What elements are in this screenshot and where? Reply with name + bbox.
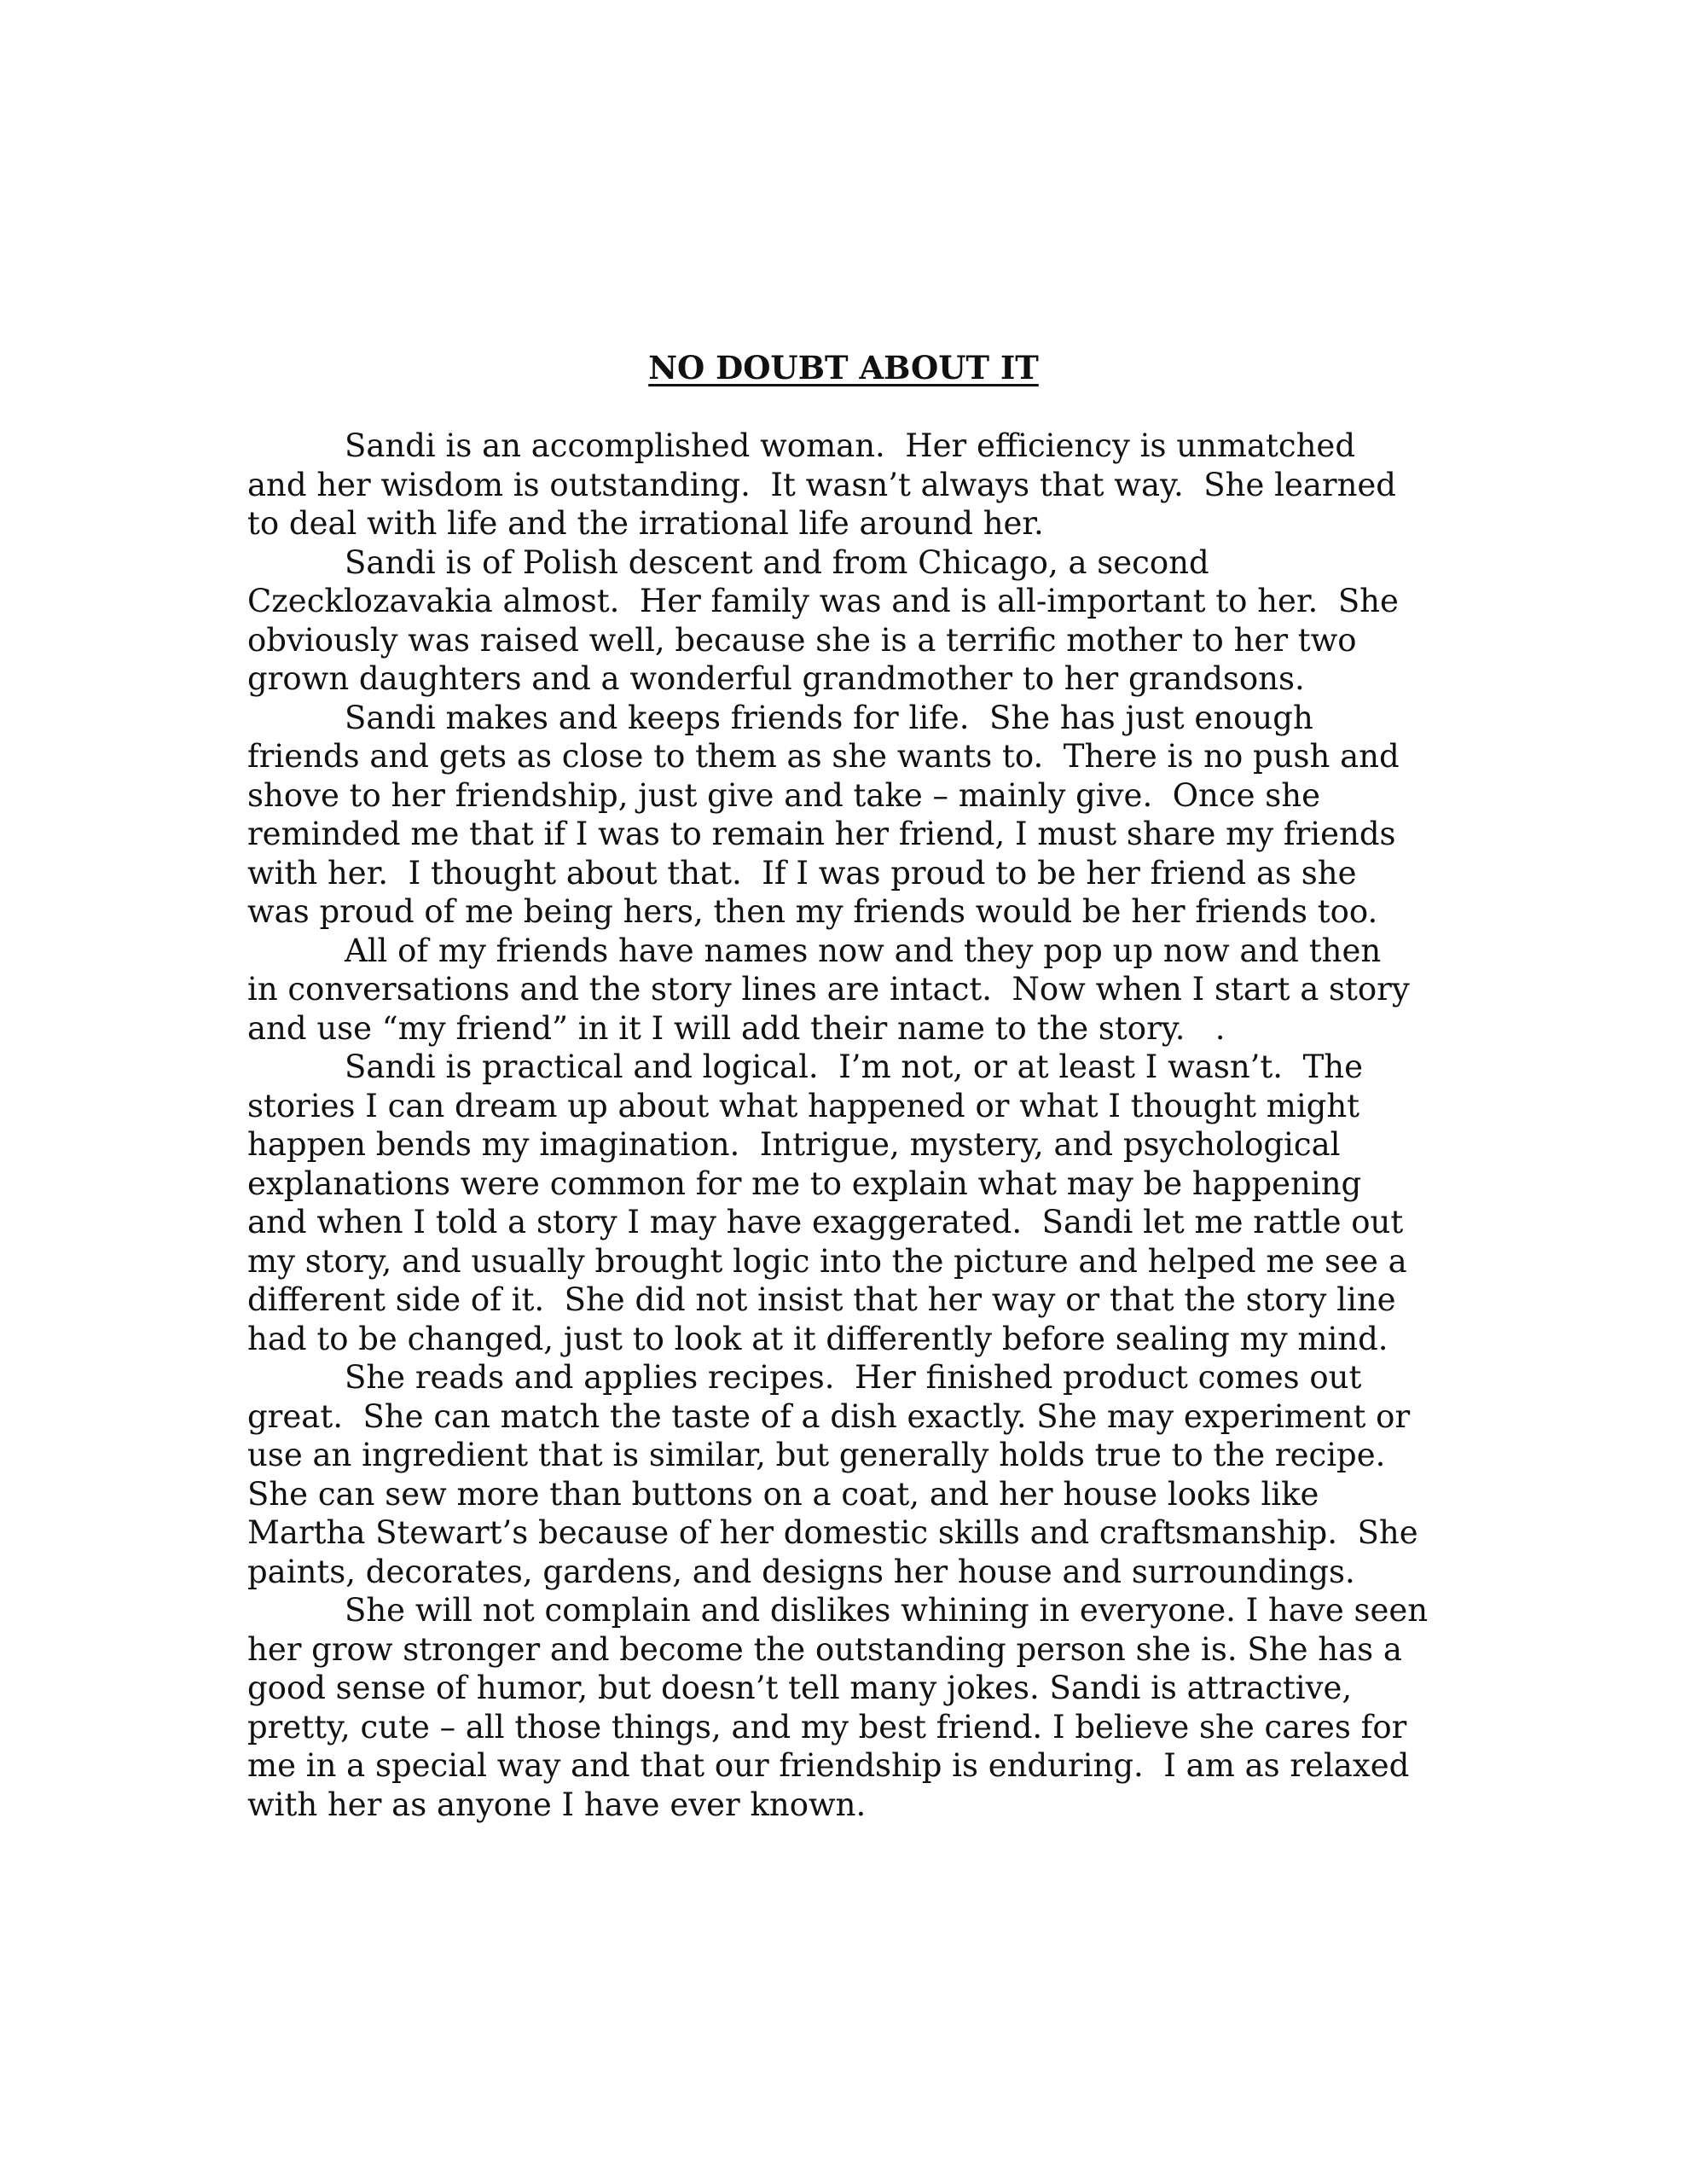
- text-line: She reads and applies recipes. Her finished product comes out: [345, 1359, 1362, 1396]
- text-line: great. She can match the taste of a dish exactly. She may experiment or: [247, 1397, 1411, 1435]
- text-line: Sandi is an accomplished woman. Her efficiency is unmatched: [345, 427, 1356, 464]
- page-title: NO DOUBT ABOUT IT: [648, 349, 1039, 386]
- text-line: paints, decorates, gardens, and designs her house and surroundings.: [247, 1553, 1355, 1590]
- text-line: grown daughters and a wonderful grandmother to her grandsons.: [247, 660, 1305, 697]
- text-line: her grow stronger and become the outstanding person she is. She has a: [247, 1630, 1402, 1668]
- paragraph-3: [247, 699, 1467, 932]
- text-line: and when I told a story I may have exaggerated. Sandi let me rattle out: [247, 1204, 1404, 1240]
- text-line: with her. I thought about that. If I was proud to be her friend as she: [247, 854, 1357, 892]
- text-line: Sandi is of Polish descent and from Chicago, a second: [345, 543, 1209, 581]
- text-line: Martha Stewart’s because of her domestic skills and craftsmanship. She: [247, 1514, 1418, 1551]
- text-line: me in a special way and that our friendship is enduring. I am as relaxed: [247, 1747, 1410, 1784]
- text-line: was proud of me being hers, then my friends would be her friends too.: [247, 893, 1378, 930]
- text-line: obviously was raised well, because she is a terrific mother to her two: [247, 621, 1357, 659]
- text-line: my story, and usually brought logic into the picture and helped me see a: [247, 1242, 1407, 1280]
- text-line: shove to her friendship, just give and take – mainly give. Once she: [247, 776, 1320, 814]
- text-line: All of my friends have names now and they pop up now and then: [345, 932, 1382, 969]
- text-line: She will not complain and dislikes whining in everyone. I have seen: [345, 1592, 1429, 1629]
- text-line: stories I can dream up about what happened or what I thought might: [247, 1087, 1360, 1124]
- text-line: Sandi is practical and logical. I’m not, or at least I wasn’t. The: [345, 1048, 1363, 1085]
- text-line: Czecklozavakia almost. Her family was and is all-important to her. She: [247, 583, 1399, 619]
- paragraph-5: [247, 1048, 1467, 1358]
- text-line: use an ingredient that is similar, but generally holds true to the recipe.: [247, 1437, 1386, 1473]
- text-line: Sandi makes and keeps friends for life. She has just enough: [345, 699, 1313, 736]
- text-line: with her as anyone I have ever known.: [247, 1786, 867, 1823]
- paragraph-7: [247, 1591, 1467, 1824]
- text-line: friends and gets as close to them as she wants to. There is no push and: [247, 738, 1400, 775]
- text-line: good sense of humor, but doesn’t tell many jokes. Sandi is attractive,: [247, 1670, 1353, 1706]
- paragraph-2: [247, 543, 1467, 699]
- paragraph-6: [247, 1358, 1467, 1591]
- text-line: to deal with life and the irrational life around her.: [247, 505, 1044, 542]
- text-line: reminded me that if I was to remain her friend, I must share my friends: [247, 816, 1396, 852]
- paragraph-4: [247, 932, 1467, 1048]
- text-line: different side of it. She did not insist that her way or that the story line: [247, 1281, 1396, 1318]
- text-line: happen bends my imagination. Intrigue, mystery, and psychological: [247, 1126, 1341, 1163]
- text-line: explanations were common for me to explain what may be happening: [247, 1165, 1362, 1202]
- paragraph-1: [247, 427, 1467, 543]
- text-line: had to be changed, just to look at it differently before sealing my mind.: [247, 1320, 1388, 1357]
- text-line: and her wisdom is outstanding. It wasn’t always that way. She learned: [247, 466, 1396, 503]
- document-body: [247, 427, 1467, 1824]
- text-line: pretty, cute – all those things, and my best friend. I believe she cares for: [247, 1708, 1407, 1745]
- text-line: She can sew more than buttons on a coat, and her house looks like: [247, 1475, 1319, 1513]
- text-line: in conversations and the story lines are intact. Now when I start a story: [247, 971, 1410, 1008]
- text-line: and use “my friend” in it I will add their name to the story. .: [247, 1009, 1226, 1047]
